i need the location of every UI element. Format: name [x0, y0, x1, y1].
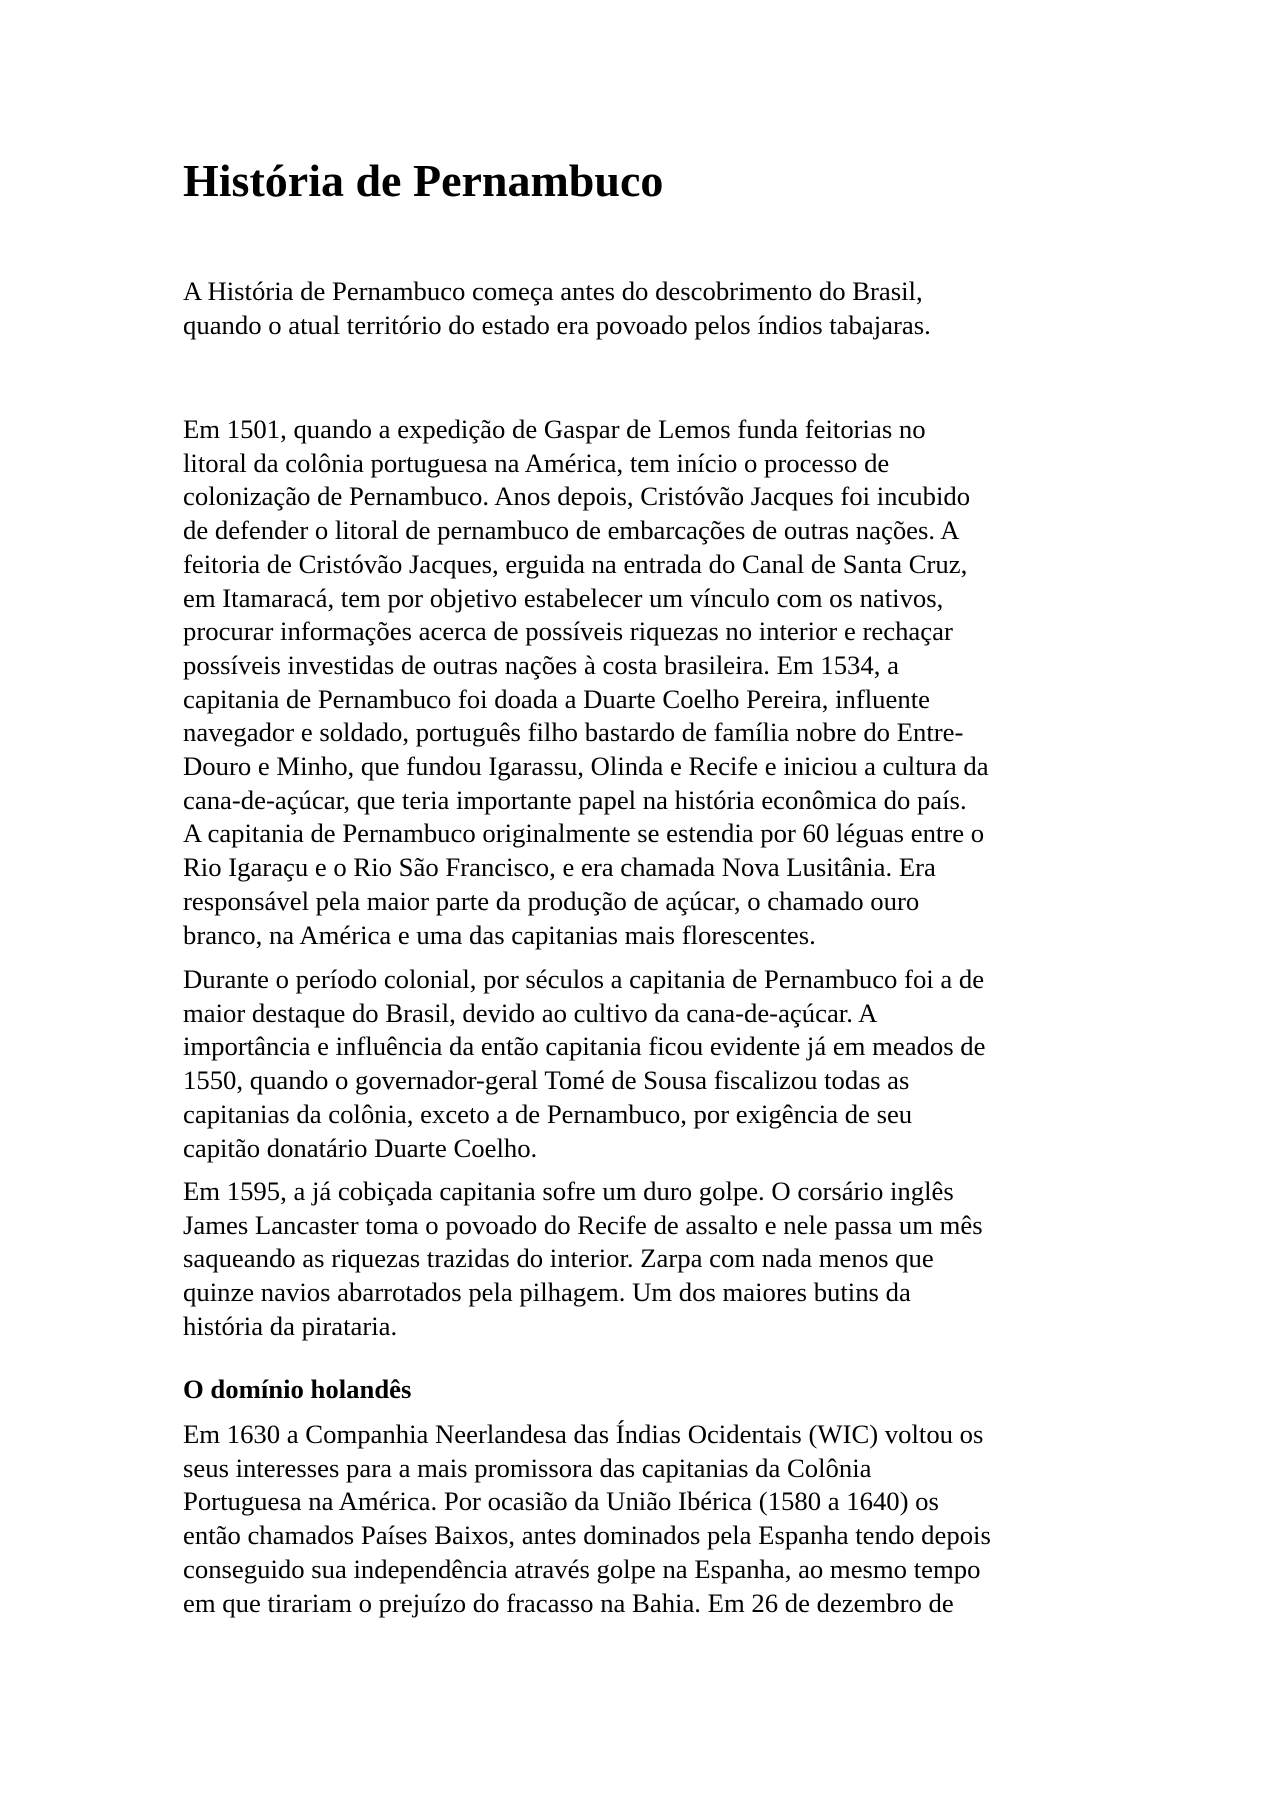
- text-line: conseguido sua independência através golpe na Espanha, ao mesmo tempo: [183, 1553, 981, 1584]
- intro-paragraph: [183, 275, 1103, 342]
- text-line: saqueando as riquezas trazidas do interior. Zarpa com nada menos que: [183, 1243, 934, 1274]
- text-line: Douro e Minho, que fundou Igarassu, Olinda e Recife e iniciou a cultura da: [183, 751, 989, 782]
- text-line: importância e influência da então capitania ficou evidente já em meados de: [183, 1031, 986, 1062]
- text-line: Durante o período colonial, por séculos a capitania de Pernambuco foi a de: [183, 964, 985, 994]
- paragraph-colonial: [183, 963, 1103, 1165]
- text-line: capitanias da colônia, exceto a de Pernambuco, por exigência de seu: [183, 1098, 913, 1129]
- text-line: 1550, quando o governador-geral Tomé de Sousa fiscalizou todas as: [183, 1065, 910, 1096]
- text-line: de defender o litoral de pernambuco de embarcações de outras nações. A: [183, 515, 960, 546]
- text-line: então chamados Países Baixos, antes dominados pela Espanha tendo depois: [183, 1520, 991, 1551]
- text-line: procurar informações acerca de possíveis riquezas no interior e rechaçar: [183, 616, 953, 647]
- text-line: colonização de Pernambuco. Anos depois, Cristóvão Jacques foi incubido: [183, 481, 971, 512]
- text-line: A capitania de Pernambuco originalmente se estendia por 60 léguas entre o: [183, 818, 985, 849]
- text-line: quando o atual território do estado era povoado pelos índios tabajaras.: [183, 309, 931, 340]
- text-line: branco, na América e uma das capitanias mais florescentes.: [183, 919, 816, 950]
- text-line: seus interesses para a mais promissora das capitanias da Colônia: [183, 1452, 872, 1483]
- text-line: em Itamaracá, tem por objetivo estabelecer um vínculo com os nativos,: [183, 582, 944, 613]
- text-line: quinze navios abarrotados pela pilhagem. Um dos maiores butins da: [183, 1277, 911, 1308]
- paragraph-1630: [183, 1418, 1103, 1620]
- paragraph-1595: [183, 1175, 1103, 1344]
- text-line: feitoria de Cristóvão Jacques, erguida na entrada do Canal de Santa Cruz,: [183, 548, 968, 579]
- text-line: Em 1501, quando a expedição de Gaspar de Lemos funda feitorias no: [183, 414, 926, 444]
- text-line: Em 1595, a já cobiçada capitania sofre um duro golpe. O corsário inglês: [183, 1176, 954, 1206]
- text-line: navegador e soldado, português filho bastardo de família nobre do Entre-: [183, 717, 964, 748]
- text-line: em que tirariam o prejuízo do fracasso na Bahia. Em 26 de dezembro de: [183, 1587, 954, 1618]
- text-line: litoral da colônia portuguesa na América, tem início o processo de: [183, 447, 890, 478]
- text-line: capitania de Pernambuco foi doada a Duarte Coelho Pereira, influente: [183, 683, 930, 714]
- text-line: possíveis investidas de outras nações à costa brasileira. Em 1534, a: [183, 649, 899, 680]
- text-line: responsável pela maior parte da produção de açúcar, o chamado ouro: [183, 885, 920, 916]
- paragraph-1501: [183, 413, 1103, 952]
- text-line: capitão donatário Duarte Coelho.: [183, 1132, 538, 1163]
- text-line: Em 1630 a Companhia Neerlandesa das Índias Ocidentais (WIC) voltou os: [183, 1419, 984, 1449]
- text-line: história da pirataria.: [183, 1310, 398, 1341]
- page-title: História de Pernambuco: [183, 155, 664, 206]
- section-heading: O domínio holandês: [183, 1374, 412, 1404]
- text-line: A História de Pernambuco começa antes do descobrimento do Brasil,: [183, 276, 923, 306]
- text-line: Portuguesa na América. Por ocasião da União Ibérica (1580 a 1640) os: [183, 1486, 939, 1517]
- text-line: maior destaque do Brasil, devido ao cultivo da cana-de-açúcar. A: [183, 997, 878, 1028]
- text-line: Rio Igaraçu e o Rio São Francisco, e era chamada Nova Lusitânia. Era: [183, 852, 936, 883]
- text-line: cana-de-açúcar, que teria importante papel na história econômica do país.: [183, 784, 967, 815]
- text-line: James Lancaster toma o povoado do Recife de assalto e nele passa um mês: [183, 1209, 983, 1240]
